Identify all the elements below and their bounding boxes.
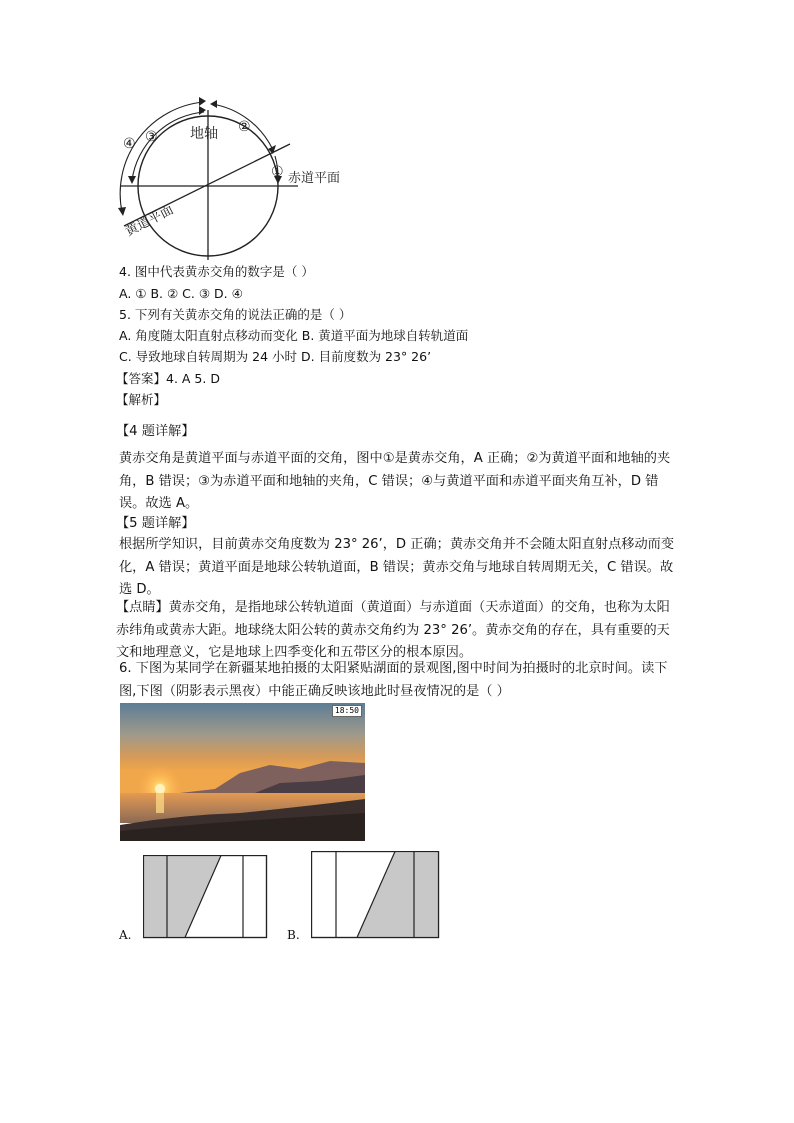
q5-stem: 5. 下列有关黄赤交角的说法正确的是（ ）	[119, 307, 352, 322]
q5-options-cd: C. 导致地球自转周期为 24 小时 D. 目前度数为 23° 26’	[119, 349, 432, 364]
sunset-lake-image	[120, 703, 365, 841]
arc-3-arrowhead	[199, 106, 206, 115]
option-a-diagram[interactable]	[143, 855, 268, 939]
answer-line: 【答案】4. A 5. D	[116, 371, 220, 386]
arc-4-arrowhead	[199, 97, 206, 106]
mark-2: ②	[238, 119, 251, 135]
q4-stem: 4. 图中代表黄赤交角的数字是（ ）	[119, 264, 314, 279]
axis-label: 地轴	[190, 126, 218, 142]
option-b-diagram[interactable]	[311, 851, 440, 939]
equator-label: 赤道平面	[288, 171, 341, 186]
q4-options: A. ① B. ② C. ③ D. ④	[119, 286, 243, 301]
photo-time-badge: 18:50	[332, 705, 362, 717]
sunset-lake-photo	[120, 703, 365, 841]
mark-3: ③	[145, 129, 158, 145]
q5-detail-body: 根据所学知识，目前黄赤交角度数为 23° 26’，D 正确；黄赤交角并不会随太阳直射点移动而变化，A 错误；黄道平面是地球公转轨道面，B 错误；黄赤交角与地球自转周期无关，C 错误。故选 D。	[119, 537, 675, 597]
analysis-heading: 【解析】	[116, 392, 167, 407]
option-b-label: B.	[287, 928, 300, 942]
arc-4-arrowhead-end	[118, 207, 126, 216]
q5-options-ab: A. 角度随太阳直射点移动而变化 B. 黄道平面为地球自转轨道面	[119, 328, 469, 343]
arc-2-arrowhead	[210, 100, 217, 108]
arc-3	[132, 112, 204, 180]
q4-detail-body: 黄赤交角是黄道平面与赤道平面的交角，图中①是黄赤交角，A 正确；②为黄道平面和地轴的夹角，B 错误；③为赤道平面和地轴的夹角，C 错误；④与黄道平面和赤道平面夹角互补，D 错误。故选 A。	[119, 451, 671, 511]
option-a-label: A.	[119, 928, 132, 942]
mark-1: ①	[271, 164, 284, 180]
ecliptic-label: 黄道平面	[123, 202, 177, 240]
q6-stem: 6. 下图为某同学在新疆某地拍摄的太阳紧贴湖面的景观图,图中时间为拍摄时的北京时间。读下图,下图（阴影表示黑夜）中能正确反映该地此时昼夜情况的是（ ）	[119, 661, 668, 699]
q5-detail-heading: 【5 题详解】	[116, 516, 195, 531]
mark-4: ④	[123, 136, 136, 152]
arc-3-arrowhead-end	[128, 176, 136, 184]
highlight-paragraph: 【点睛】黄赤交角，是指地球公转轨道面（黄道面）与赤道面（天赤道面）的交角，也称为太阳赤纬角或黄赤大距。地球绕太阳公转的黄赤交角约为 23° 26’。黄赤交角的存在，具有重要的天文和地理意义，它是地球上四季变化和五带区分的根本原因。	[116, 600, 670, 660]
q4-detail-heading: 【4 题详解】	[116, 424, 195, 439]
obliquity-diagram	[110, 96, 360, 262]
